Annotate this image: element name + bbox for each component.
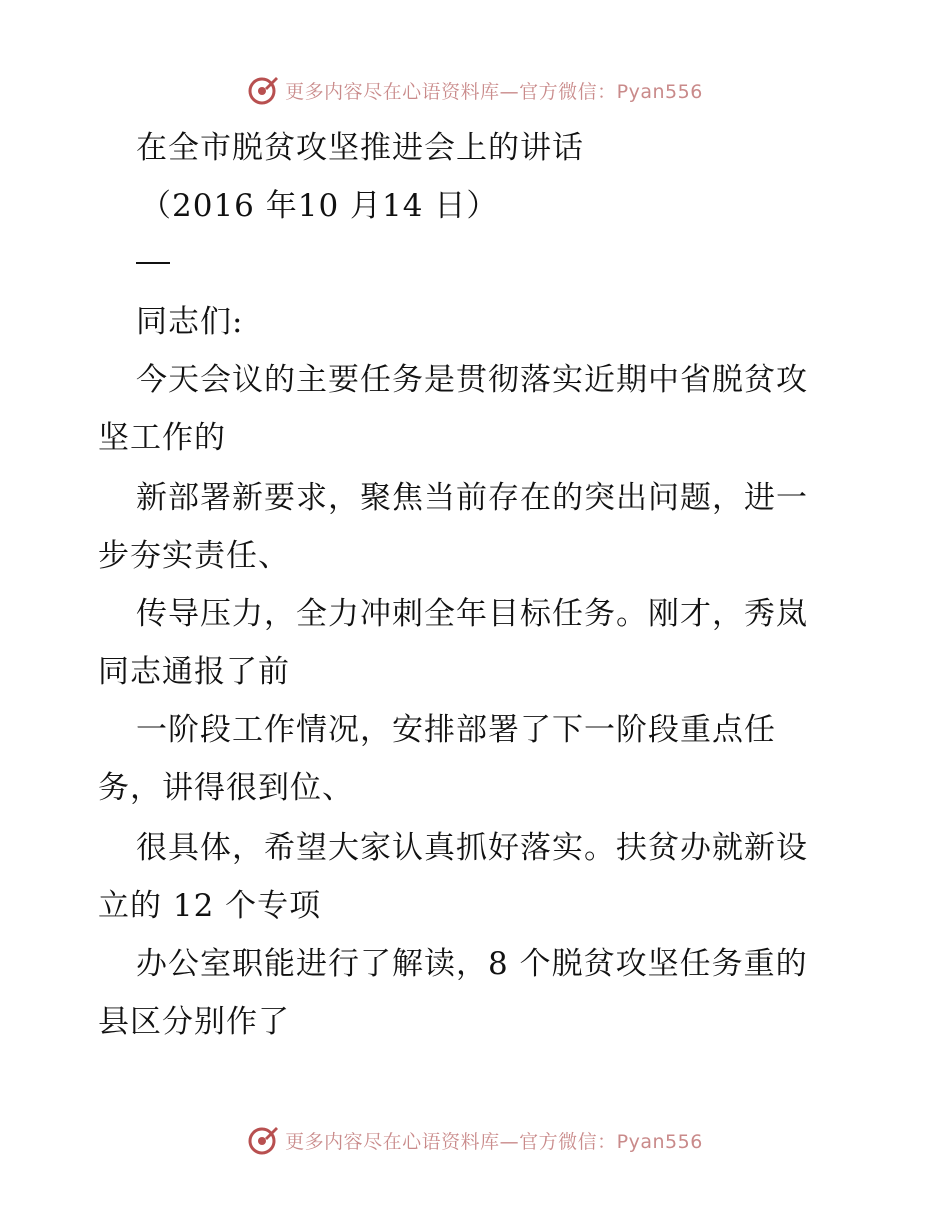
footer-watermark xyxy=(0,1120,950,1160)
document-date: （2016 年10 月14 日） xyxy=(140,188,499,224)
pen-logo-icon xyxy=(247,1124,279,1156)
paragraph-line: 办公室职能进行了解读，8 个脱贫攻坚任务重的 xyxy=(136,946,808,982)
separator-dash xyxy=(136,262,170,264)
header-watermark xyxy=(0,70,950,110)
watermark-text: 更多内容尽在心语资料库—官方微信：Pyan556 xyxy=(285,1130,703,1153)
paragraph-line: 传导压力，全力冲刺全年目标任务。刚才，秀岚 xyxy=(136,596,808,632)
paragraph-line: 立的 12 个专项 xyxy=(98,888,322,924)
watermark-text: 更多内容尽在心语资料库—官方微信：Pyan556 xyxy=(285,80,703,103)
paragraph-line: 同志通报了前 xyxy=(98,654,290,690)
paragraph-line: 步夯实责任、 xyxy=(98,538,290,574)
paragraph-line: 新部署新要求，聚焦当前存在的突出问题，进一 xyxy=(136,480,808,516)
pen-logo-icon xyxy=(247,74,279,106)
paragraph-line: 一阶段工作情况，安排部署了下一阶段重点任 xyxy=(136,712,776,748)
paragraph-line: 今天会议的主要任务是贯彻落实近期中省脱贫攻 xyxy=(136,362,808,398)
salutation: 同志们: xyxy=(136,304,244,340)
paragraph-line: 务，讲得很到位、 xyxy=(98,770,354,806)
document-title: 在全市脱贫攻坚推进会上的讲话 xyxy=(136,130,584,166)
paragraph-line: 很具体，希望大家认真抓好落实。扶贫办就新设 xyxy=(136,830,808,866)
paragraph-line: 坚工作的 xyxy=(98,420,226,456)
paragraph-line: 县区分别作了 xyxy=(98,1004,290,1040)
